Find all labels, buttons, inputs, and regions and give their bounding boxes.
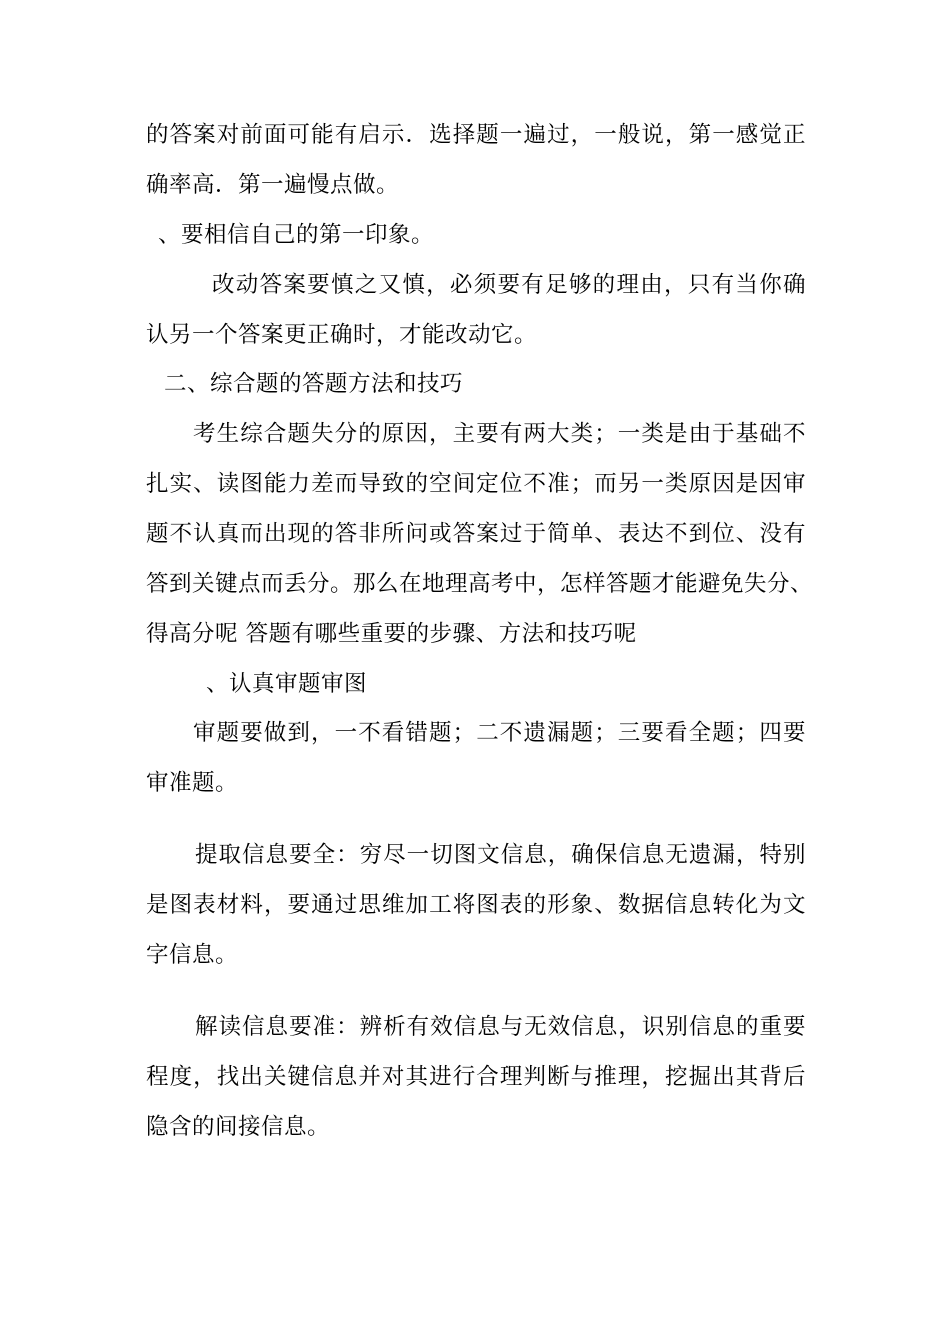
text-line: 字信息。 [146, 942, 239, 968]
section-heading: 、要相信自己的第一印象。 [158, 222, 435, 248]
text-line: 的答案对前面可能有启示．选择题一遍过，一般说，第一感觉正 [146, 122, 806, 148]
text-line: 解读信息要准：辨析有效信息与无效信息，识别信息的重要 [195, 1014, 806, 1040]
text-line: 审题要做到，一不看错题；二不遗漏题；三要看全题；四要 [193, 720, 806, 746]
text-line: 考生综合题失分的原因，主要有两大类；一类是由于基础不 [193, 421, 806, 447]
text-line: 程度，找出关键信息并对其进行合理判断与推理，挖掘出其背后 [146, 1064, 806, 1090]
text-line: 答到关键点而丢分。那么在地理高考中，怎样答题才能避免失分、 [146, 571, 814, 597]
text-line: 审准题。 [146, 770, 239, 796]
text-line: 是图表材料，要通过思维加工将图表的形象、数据信息转化为文 [146, 892, 806, 918]
text-line: 扎实、读图能力差而导致的空间定位不准；而另一类原因是因审 [146, 471, 806, 497]
text-line: 隐含的间接信息。 [146, 1114, 331, 1140]
text-line: 题不认真而出现的答非所问或答案过于简单、表达不到位、没有 [146, 521, 806, 547]
text-line: 得高分呢 答题有哪些重要的步骤、方法和技巧呢 [146, 621, 637, 647]
text-line: 提取信息要全：穷尽一切图文信息，确保信息无遗漏，特别 [195, 842, 806, 868]
section-heading: 二、综合题的答题方法和技巧 [164, 371, 464, 397]
text-line: 确率高．第一遍慢点做。 [146, 172, 400, 198]
text-line: 改动答案要慎之又慎，必须要有足够的理由，只有当你确 [212, 272, 806, 298]
text-line: 认另一个答案更正确时，才能改动它。 [146, 322, 538, 348]
section-heading: 、认真审题审图 [206, 671, 368, 697]
